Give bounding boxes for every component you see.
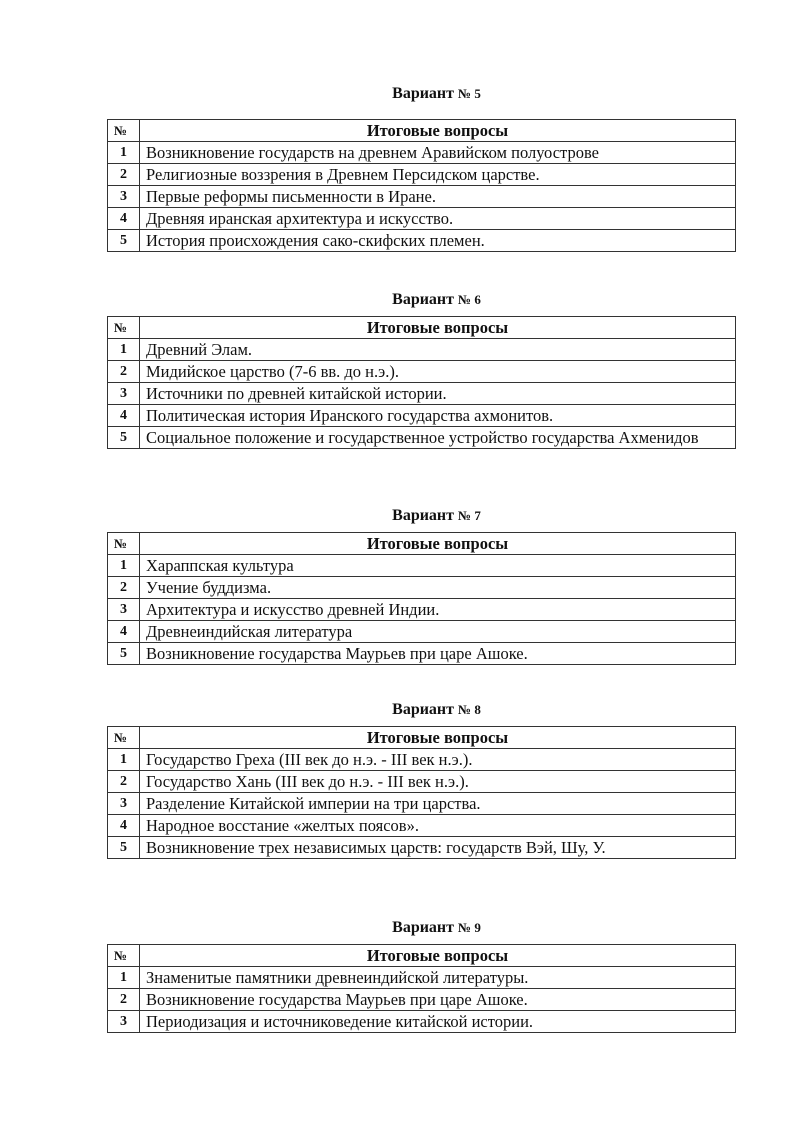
table-row: [108, 142, 736, 164]
row-question: Учение буддизма.: [140, 577, 736, 599]
header-questions: Итоговые вопросы: [140, 945, 736, 967]
table-row: [108, 837, 736, 859]
row-question: Знаменитые памятники древнеиндийской литературы.: [140, 967, 736, 989]
row-number: 3: [108, 383, 140, 405]
table-row: [108, 339, 736, 361]
table-row: [108, 230, 736, 252]
table-row: [108, 967, 736, 989]
table-row: [108, 405, 736, 427]
variant-8-section: [107, 700, 736, 859]
row-number: 5: [108, 230, 140, 252]
header-questions: Итоговые вопросы: [140, 533, 736, 555]
row-number: 2: [108, 577, 140, 599]
variant-title-text: Вариант: [392, 291, 455, 308]
variant-number: № 5: [458, 86, 481, 101]
table-row: [108, 599, 736, 621]
row-question: Политическая история Иранского государства ахмонитов.: [140, 405, 736, 427]
table-header-row: [108, 727, 736, 749]
variant-title-text: Вариант: [392, 701, 455, 718]
table-row: [108, 1011, 736, 1033]
row-question: История происхождения сако-скифских племен.: [140, 230, 736, 252]
row-number: 1: [108, 555, 140, 577]
table-row: [108, 989, 736, 1011]
row-number: 4: [108, 208, 140, 230]
header-questions: Итоговые вопросы: [140, 727, 736, 749]
questions-table: [107, 726, 736, 859]
variant-5-section: [107, 84, 736, 252]
table-header-row: [108, 533, 736, 555]
table-row: [108, 643, 736, 665]
row-number: 4: [108, 621, 140, 643]
row-question: Хараппская культура: [140, 555, 736, 577]
row-number: 5: [108, 427, 140, 449]
table-row: [108, 577, 736, 599]
row-question: Возникновение государств на древнем Аравийском полуострове: [140, 142, 736, 164]
variant-title-text: Вариант: [392, 507, 455, 524]
variant-6-section: [107, 290, 736, 449]
table-row: [108, 555, 736, 577]
questions-table: [107, 119, 736, 252]
table-header-row: [108, 120, 736, 142]
row-question: Возникновение трех независимых царств: государств Вэй, Шу, У.: [140, 837, 736, 859]
variant-title-text: Вариант: [392, 919, 455, 936]
row-number: 1: [108, 142, 140, 164]
row-number: 3: [108, 793, 140, 815]
row-number: 4: [108, 815, 140, 837]
table-row: [108, 361, 736, 383]
table-row: [108, 815, 736, 837]
variant-number: № 9: [458, 920, 481, 935]
row-question: Источники по древней китайской истории.: [140, 383, 736, 405]
table-row: [108, 186, 736, 208]
table-row: [108, 793, 736, 815]
row-number: 1: [108, 749, 140, 771]
questions-table: [107, 316, 736, 449]
variant-title: [107, 918, 736, 938]
header-questions: Итоговые вопросы: [140, 120, 736, 142]
table-row: [108, 749, 736, 771]
variant-number: № 7: [458, 508, 481, 523]
header-number: №: [108, 533, 140, 555]
row-question: Религиозные воззрения в Древнем Персидском царстве.: [140, 164, 736, 186]
variant-title-text: Вариант: [392, 85, 455, 102]
row-question: Возникновение государства Маурьев при царе Ашоке.: [140, 643, 736, 665]
row-question: Периодизация и источниковедение китайской истории.: [140, 1011, 736, 1033]
questions-table: [107, 944, 736, 1033]
row-question: Архитектура и искусство древней Индии.: [140, 599, 736, 621]
questions-table: [107, 532, 736, 665]
table-row: [108, 771, 736, 793]
header-number: №: [108, 727, 140, 749]
row-number: 3: [108, 186, 140, 208]
row-number: 1: [108, 339, 140, 361]
variant-title: [107, 84, 736, 104]
table-row: [108, 383, 736, 405]
row-question: Народное восстание «желтых поясов».: [140, 815, 736, 837]
table-header-row: [108, 317, 736, 339]
header-number: №: [108, 120, 140, 142]
row-question: Первые реформы письменности в Иране.: [140, 186, 736, 208]
variant-title: [107, 290, 736, 310]
row-question: Государство Греха (III век до н.э. - III век н.э.).: [140, 749, 736, 771]
variant-7-section: [107, 506, 736, 665]
row-question: Разделение Китайской империи на три царства.: [140, 793, 736, 815]
row-number: 2: [108, 771, 140, 793]
header-questions: Итоговые вопросы: [140, 317, 736, 339]
row-question: Социальное положение и государственное устройство государства Ахменидов: [140, 427, 736, 449]
row-question: Возникновение государства Маурьев при царе Ашоке.: [140, 989, 736, 1011]
variant-9-section: [107, 918, 736, 1033]
table-row: [108, 427, 736, 449]
variant-number: № 8: [458, 702, 481, 717]
row-question: Древнеиндийская литература: [140, 621, 736, 643]
row-question: Мидийское царство (7-6 вв. до н.э.).: [140, 361, 736, 383]
row-number: 4: [108, 405, 140, 427]
row-number: 5: [108, 643, 140, 665]
row-question: Древний Элам.: [140, 339, 736, 361]
row-question: Государство Хань (III век до н.э. - III век н.э.).: [140, 771, 736, 793]
row-number: 2: [108, 989, 140, 1011]
row-question: Древняя иранская архитектура и искусство.: [140, 208, 736, 230]
table-row: [108, 164, 736, 186]
row-number: 5: [108, 837, 140, 859]
table-header-row: [108, 945, 736, 967]
row-number: 1: [108, 967, 140, 989]
table-row: [108, 208, 736, 230]
variant-number: № 6: [458, 292, 481, 307]
row-number: 3: [108, 599, 140, 621]
header-number: №: [108, 945, 140, 967]
table-row: [108, 621, 736, 643]
row-number: 3: [108, 1011, 140, 1033]
row-number: 2: [108, 164, 140, 186]
variant-title: [107, 506, 736, 526]
header-number: №: [108, 317, 140, 339]
row-number: 2: [108, 361, 140, 383]
variant-title: [107, 700, 736, 720]
